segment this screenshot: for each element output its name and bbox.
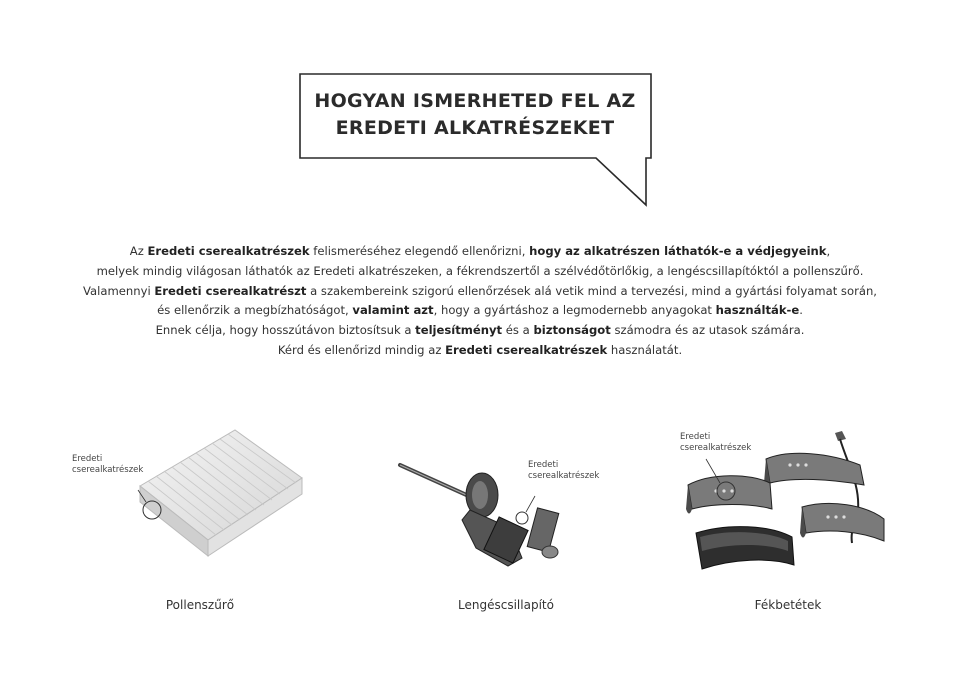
page-title [300,88,650,142]
pollen-filter-image [60,420,320,580]
intro-line-2: melyek mindig világosan láthatók az Eredeti alkatrészeken, a fékrendszertől a szélvédőtörlőkig, a lengéscsillapítóktól a pollenszűrő. [96,263,864,278]
intro-line-5: Ennek célja, hogy hosszútávon biztosítsuk a teljesítményt és a biztonságot számodra és az utasok számára. [155,323,805,338]
shock-absorber-label: Eredeti cserealkatrészek [528,460,600,481]
intro-line-4: és ellenőrzik a megbízhatóságot, valamint azt, hogy a gyártáshoz a legmodernebb anyagokat használták-e. [157,303,803,318]
intro-line-6: Kérd és ellenőrizd mindig az Eredeti cserealkatrészek használatát. [277,342,683,357]
intro-paragraph [40,242,920,361]
shock-absorber-caption: Lengéscsillapító [458,598,554,612]
brake-pads-caption: Fékbetétek [754,598,822,612]
pollen-filter-label: Eredeti cserealkatrészek [72,454,144,475]
brake-pads-label: Eredeti cserealkatrészek [680,432,752,453]
title-line-1: HOGYAN ISMERHETED FEL AZ [314,90,636,112]
title-line-2: EREDETI ALKATRÉSZEKET [335,117,615,139]
intro-line-3: Valamennyi Eredeti cserealkatrészt a szakembereink szigorú ellenőrzések alá vetik mind a tervezési, mind a gyártási folyamat során, [83,283,877,298]
intro-line-1: Az Eredeti cserealkatrészek felismeréséhez elegendő ellenőrizni, hogy az alkatrészen láthatók-e a védjegyeink, [129,244,831,258]
pollen-filter-caption: Pollenszűrő [165,598,235,612]
